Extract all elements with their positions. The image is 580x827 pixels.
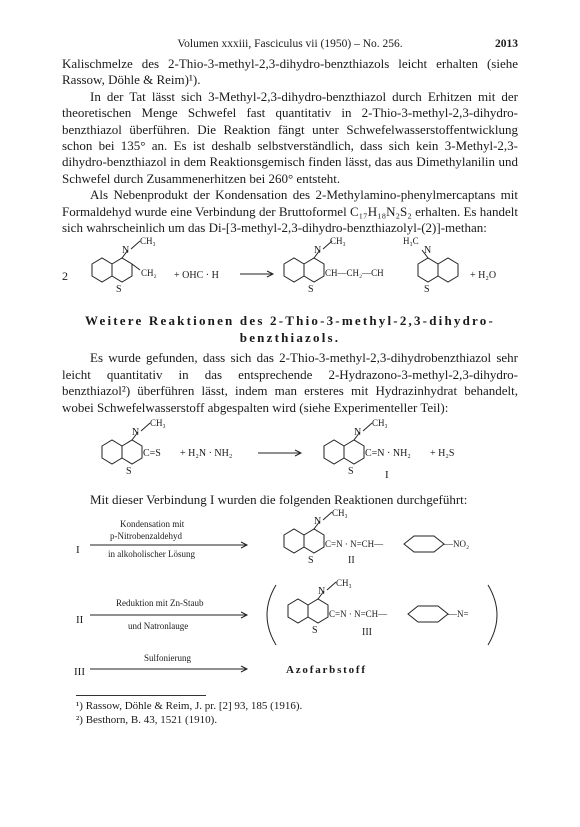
scheme-formaldehyde-condensation	[62, 236, 518, 310]
step-iii-condition: Sulfonierung	[144, 652, 191, 663]
step-i-condition-1: Kondensation mit	[120, 518, 185, 529]
group-ch2: CH₂	[141, 268, 157, 279]
atom-n-left: N	[314, 245, 322, 257]
atom-s-left: S	[308, 284, 314, 296]
atom-n-right: N	[424, 245, 432, 257]
atom-n: N	[122, 245, 130, 257]
reactant-structure	[92, 241, 140, 282]
group-h3c-right: H₃C	[403, 236, 419, 247]
step-iii-arrow	[90, 666, 247, 672]
group-ch3-left: CH₃	[330, 236, 346, 247]
step-i-label: I	[76, 543, 80, 556]
paragraph-1: Kalischmelze des 2-Thio-3-methyl-2,3-dihydro-benzthiazols leicht erhalten (siehe Rassow, Döhle & Reim)¹).	[62, 56, 518, 88]
footnote-2: ²) Besthorn, B. 43, 1521 (1910).	[76, 713, 218, 726]
group-ch3: CH₃	[150, 418, 166, 429]
atom-s: S	[312, 624, 318, 636]
scheme-further-reactions	[62, 509, 518, 689]
atom-n-product: N	[354, 427, 362, 439]
header-journal: Volumen xxxiii, Fasciculus vii (1950) – No. 256.	[177, 38, 403, 50]
paragraph-4: Es wurde gefunden, dass sich das 2-Thio-3-methyl-2,3-dihydrobenzthiazol sehr leicht quantitativ in das entsprechende 2-Hydrazono-3-methyl-2,3-dihydro-benzthiazol²) überführen lässt, indem man ersteres mit Hydrazinhydrat behandelt, wobei Schwefelwasserstoff abgespalten wird (siehe Experimenteller Teil):	[62, 350, 518, 415]
group-ch3-product: CH₃	[372, 418, 388, 429]
step-i-condition-2: p-Nitrobenzaldehyd	[110, 530, 182, 541]
page-body	[62, 56, 518, 727]
step-ii-condition-2: und Natronlauge	[128, 620, 189, 631]
footnote-1: ¹) Rassow, Döhle & Reim, J. pr. [2] 93, 185 (1916).	[76, 699, 303, 712]
atom-n: N	[132, 427, 140, 439]
step-ii-arrow	[90, 612, 247, 618]
section-heading: Weitere Reaktionen des 2-Thio-3-methyl-2,3-dihydro-benzthiazols.	[85, 313, 495, 346]
step-iii-label: III	[74, 665, 85, 678]
atom-n: N	[314, 515, 322, 527]
group-hydrazone: C=N · NH₂	[365, 448, 411, 460]
compound-label-i: I	[385, 469, 389, 482]
azine-chain-iii: C=N · N=CH—	[329, 608, 388, 619]
reaction-arrow	[258, 450, 301, 456]
group-ch3: CH₃	[332, 508, 348, 518]
footnote-divider	[76, 695, 206, 696]
atom-s: S	[116, 284, 122, 296]
atom-s: S	[126, 466, 132, 478]
atom-n: N	[318, 585, 326, 597]
step-i-condition-3: in alkoholischer Lösung	[108, 548, 195, 559]
step-ii-label: II	[76, 613, 84, 626]
atom-s-product: S	[348, 466, 354, 478]
compound-label-iii: III	[362, 626, 372, 638]
coefficient: 2	[62, 269, 68, 284]
group-ch3: CH₃	[140, 236, 156, 247]
group-ch3: CH₃	[336, 577, 352, 588]
compound-label-ii: II	[348, 554, 355, 566]
byproduct-water: + H₂O	[470, 270, 497, 282]
reagent-formaldehyde: + OHC · H	[174, 270, 219, 282]
group-thione: C=S	[143, 448, 161, 460]
azine-chain-ii: C=N · N=CH—	[325, 538, 384, 549]
atom-s-right: S	[424, 284, 430, 296]
page-number: 2013	[495, 38, 518, 50]
scheme-hydrazine-reaction	[62, 416, 518, 492]
step-i-arrow	[90, 542, 247, 548]
reagent-hydrazine: + H₂N · NH₂	[180, 448, 233, 460]
atom-s: S	[308, 554, 314, 566]
bridge-chain: CH—CH₂—CH	[325, 268, 384, 279]
nitro-group: —NO₂	[444, 538, 470, 549]
paragraph-2: In der Tat lässt sich 3-Methyl-2,3-dihydro-benzthiazol durch Erhitzen mit der theoretischen Menge Schwefel fast quantitativ in 2-Thio-3-methyl-2,3-dihydro-benzthiazol überführen. Die Reaktion fängt unter Schwefelwasserstoffentwicklung schon bei 135° an. Es ist deshalb selbstverständlich, dass sich kein 3-Methyl-2,3-dihydro-benzthiazol in dem Reaktionsgemisch finden lässt, das aus Dimethylanilin und Schwefel durch Zusammenerhitzen bei 260° entsteht.	[62, 88, 518, 186]
paragraph-3: Als Nebenprodukt der Kondensation des 2-Methylamino-phenylmercaptans mit Formaldehyd wurde eine Verbindung der Bruttoformel C₁₇H₁₈N₂S₂ erhalten. Es handelt sich wahrscheinlich um das Di-[3-methyl-2,3-dihydro-benzthiazolyl-(2)]-methan:	[62, 187, 518, 236]
azo-dye-product: Azofarbstoff	[286, 663, 367, 676]
step-ii-condition-1: Reduktion mit Zn-Staub	[116, 597, 204, 608]
byproduct-h2s: + H₂S	[430, 448, 455, 460]
paragraph-5: Mit dieser Verbindung I wurden die folgenden Reaktionen durchgeführt:	[90, 492, 468, 508]
azo-end-group: —N=	[448, 608, 469, 619]
reaction-arrow	[240, 271, 273, 277]
